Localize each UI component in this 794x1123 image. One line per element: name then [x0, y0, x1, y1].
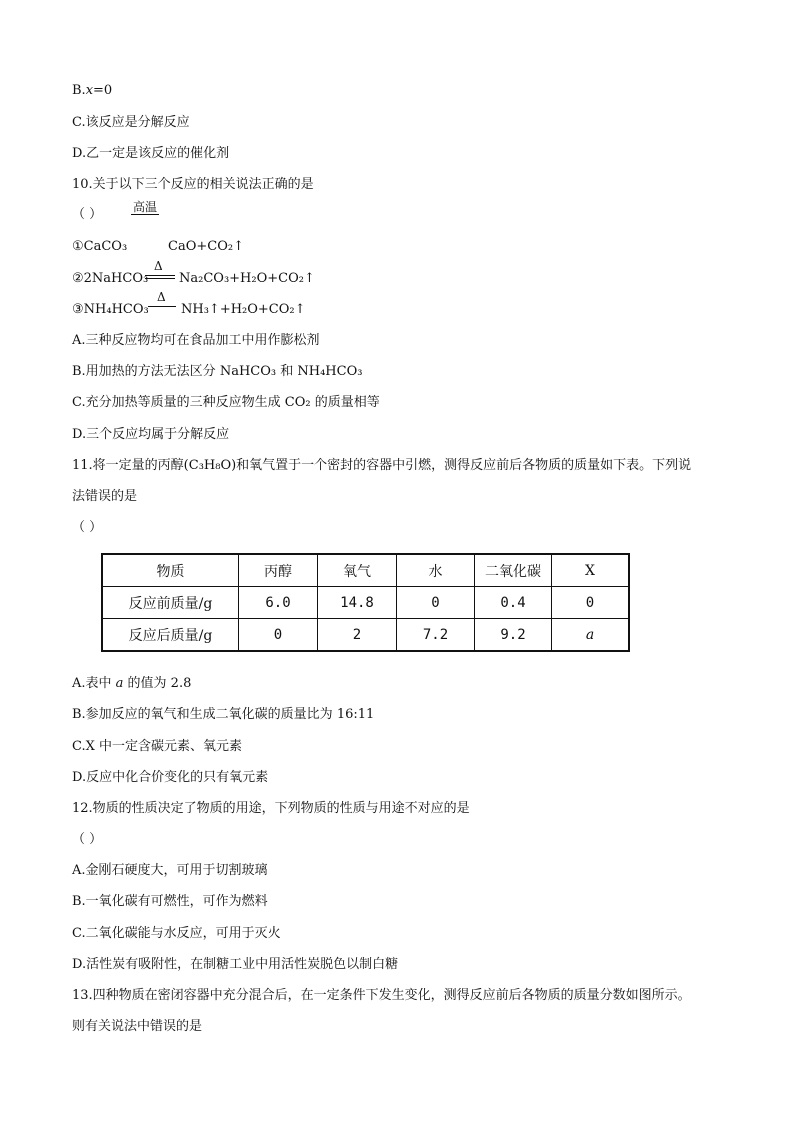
- table-cell: 2: [318, 619, 397, 652]
- q11-stem-line2: 法错误的是: [72, 489, 138, 504]
- table-cell: 7.2: [397, 619, 475, 652]
- q11-option-a-rest: 的值为 2.8: [123, 676, 192, 691]
- q12-stem: 12.物质的性质决定了物质的用途，下列物质的性质与用途不对应的是: [72, 801, 470, 816]
- q10-option-c: C.充分加热等质量的三种反应物生成 CO₂ 的质量相等: [72, 395, 380, 410]
- q11-option-d: D.反应中化合价变化的只有氧元素: [72, 770, 269, 785]
- single-bar-3: [148, 306, 176, 307]
- q13-stem-line1: 13.四种物质在密闭容器中充分混合后，在一定条件下发生变化，测得反应前后各物质的质量分数如图所示。: [72, 988, 691, 1003]
- q11-mass-table: [101, 553, 630, 652]
- q12-option-d: D.活性炭有吸附性，在制糖工业中用活性炭脱色以制白糖: [72, 957, 399, 972]
- q11-option-a-prefix: A.表中: [72, 676, 116, 691]
- table-header-cell: 丙醇: [239, 554, 318, 587]
- q12-option-a: A.金刚石硬度大，可用于切割玻璃: [72, 863, 268, 878]
- q10-answer-paren: （ ）: [72, 207, 103, 222]
- table-cell: 14.8: [318, 587, 397, 619]
- q10-reaction-2-left: ②2NaHCO₃: [72, 271, 149, 286]
- table-cell: 9.2: [475, 619, 552, 652]
- table-header-cell: 二氧化碳: [475, 554, 552, 587]
- table-header-cell: 物质: [102, 554, 239, 587]
- table-row-before: [102, 587, 629, 619]
- q10-reaction-3-left: ③NH₄HCO₃: [72, 302, 149, 317]
- q11-option-b: B.参加反应的氧气和生成二氧化碳的质量比为 16:11: [72, 707, 375, 722]
- option-c-prev: C.该反应是分解反应: [72, 115, 190, 130]
- q10-reaction-3-right: NH₃↑+H₂O+CO₂↑: [181, 302, 306, 317]
- q11-answer-paren: （ ）: [72, 520, 103, 535]
- table-header-cell: 水: [397, 554, 475, 587]
- table-cell: 6.0: [239, 587, 318, 619]
- table-cell: 0: [397, 587, 475, 619]
- q10-condition-high-temp: [131, 200, 159, 214]
- table-cell: 0: [239, 619, 318, 652]
- double-bar-2: [145, 275, 175, 279]
- q10-reaction-1-left: ①CaCO₃: [72, 239, 128, 254]
- q11-option-a: [72, 675, 191, 693]
- q11-option-c: C.X 中一定含碳元素、氧元素: [72, 739, 243, 754]
- option-b-prefix: B.: [72, 83, 86, 98]
- table-cell: 0.4: [475, 587, 552, 619]
- table-header-cell: 氧气: [318, 554, 397, 587]
- table-cell: 反应前质量/g: [102, 587, 239, 619]
- q10-condition-heat-3: Δ: [157, 290, 166, 304]
- option-b-prev: [72, 82, 112, 100]
- q13-stem-line2: 则有关说法中错误的是: [72, 1019, 203, 1034]
- table-cell: 0: [552, 587, 630, 619]
- table-cell: 反应后质量/g: [102, 619, 239, 652]
- q10-option-d: D.三个反应均属于分解反应: [72, 427, 230, 442]
- table-header-row: [102, 554, 629, 587]
- q10-option-b: B.用加热的方法无法区分 NaHCO₃ 和 NH₄HCO₃: [72, 364, 363, 379]
- table-cell: a: [552, 619, 630, 652]
- q10-stem: 10.关于以下三个反应的相关说法正确的是: [72, 177, 314, 192]
- q12-answer-paren: （ ）: [72, 832, 103, 847]
- q10-condition-heat-2: Δ: [154, 259, 163, 273]
- q12-option-b: B.一氧化碳有可燃性，可作为燃料: [72, 894, 268, 909]
- q10-reaction-1-right: CaO+CO₂↑: [168, 239, 244, 254]
- option-b-variable: x: [85, 83, 94, 98]
- table-row-after: [102, 619, 629, 652]
- option-b-rest: =0: [93, 83, 113, 98]
- option-d-prev: D.乙一定是该反应的催化剂: [72, 146, 230, 161]
- q11-option-a-variable: a: [115, 676, 124, 691]
- q12-option-c: C.二氧化碳能与水反应，可用于灭火: [72, 926, 281, 941]
- q10-reaction-2-right: Na₂CO₃+H₂O+CO₂↑: [179, 271, 315, 286]
- q11-stem-line1: 11.将一定量的丙醇(C₃H₈O)和氧气置于一个密封的容器中引燃，测得反应前后各物质的质量如下表。下列说: [72, 458, 692, 473]
- q10-option-a: A.三种反应物均可在食品加工中用作膨松剂: [72, 333, 320, 348]
- table-header-cell: X: [552, 554, 630, 587]
- high-temp-label: 高温: [133, 200, 158, 214]
